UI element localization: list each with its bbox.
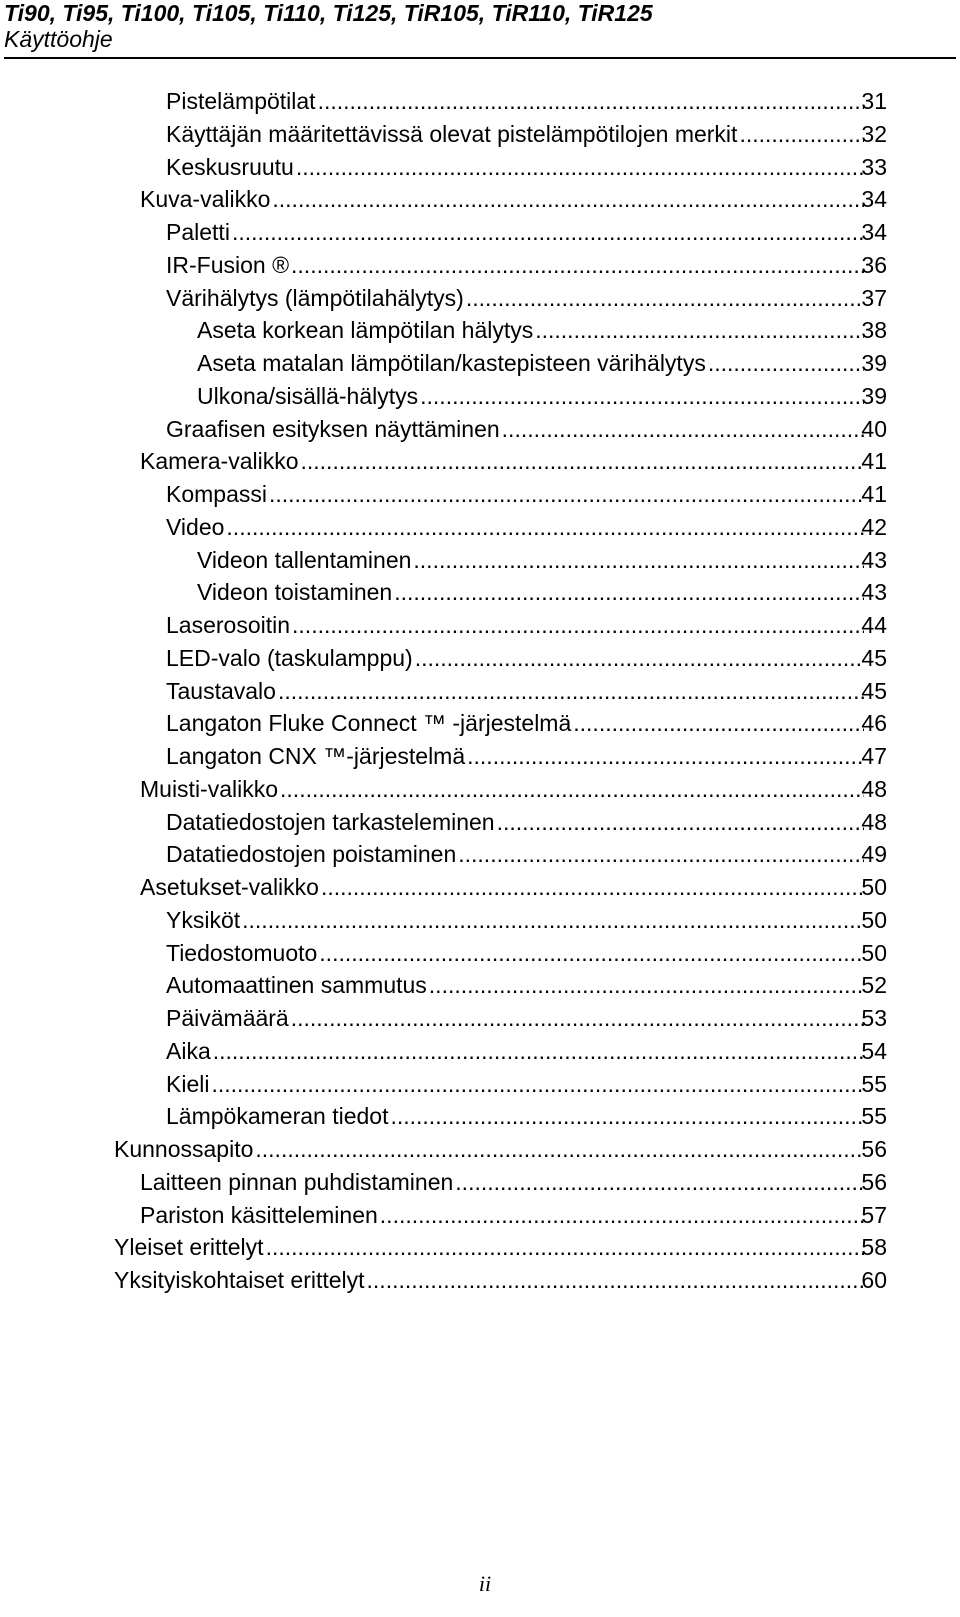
- toc-entry-label-wrap: [166, 971, 864, 999]
- toc-leader-dots: [242, 906, 864, 934]
- toc-entry[interactable]: [0, 1100, 960, 1133]
- toc-entry-page: 53: [861, 1005, 887, 1031]
- toc-entry[interactable]: [0, 347, 960, 380]
- toc-entry[interactable]: [0, 642, 960, 675]
- toc-leader-dots: [318, 87, 864, 115]
- toc-entry-label: Aseta matalan lämpötilan/kastepisteen värihälytys: [197, 350, 706, 376]
- toc-leader-dots: [232, 218, 864, 246]
- toc-entry-label: Automaattinen sammutus: [166, 972, 427, 999]
- toc-entry-label-wrap: [166, 1004, 864, 1032]
- toc-entry[interactable]: [0, 544, 960, 577]
- toc-entry-label: Pariston käsitteleminen: [140, 1201, 378, 1228]
- toc-entry-label: Graafisen esityksen näyttäminen: [166, 415, 500, 442]
- toc-entry-label: Käyttäjän määritettävissä olevat pistelämpötilojen merkit: [166, 120, 738, 147]
- toc-entry-label: Videon toistaminen: [197, 579, 393, 606]
- toc-entry-page: 36: [861, 251, 887, 278]
- toc-entry-label-wrap: [114, 1233, 864, 1261]
- toc-entry[interactable]: [0, 380, 960, 413]
- toc-entry-label-wrap: [114, 1135, 864, 1163]
- toc-leader-dots: [739, 120, 864, 148]
- toc-entry-label: Aika: [166, 1037, 211, 1064]
- toc-leader-dots: [226, 513, 864, 541]
- toc-leader-dots: [420, 382, 864, 410]
- toc-entry[interactable]: [0, 151, 960, 184]
- page-footer: [0, 1571, 960, 1597]
- toc-leader-dots: [278, 677, 864, 705]
- toc-entry-page: 58: [861, 1234, 887, 1261]
- toc-entry-label: Datatiedostojen poistaminen: [166, 841, 457, 868]
- document-title: Ti90, Ti95, Ti100, Ti105, Ti110, Ti125, TiR105, TiR110, TiR125: [4, 0, 653, 26]
- toc-entry[interactable]: [0, 1199, 960, 1232]
- toc-entry-label: Kuva-valikko: [140, 186, 271, 213]
- toc-entry[interactable]: [0, 871, 960, 904]
- toc-leader-dots: [266, 1233, 864, 1261]
- toc-entry-label-wrap: [140, 1201, 864, 1229]
- toc-leader-dots: [292, 611, 864, 639]
- toc-leader-dots: [502, 415, 864, 443]
- toc-entry-page: 38: [861, 317, 887, 344]
- toc-entry-label: Kieli: [166, 1070, 210, 1097]
- toc-entry-label-wrap: [197, 546, 864, 574]
- toc-entry[interactable]: [0, 904, 960, 937]
- toc-entry-label-wrap: [197, 349, 864, 377]
- toc-entry-page: 39: [861, 382, 887, 409]
- toc-entry-page: 31: [861, 88, 887, 114]
- header-divider: [4, 57, 956, 59]
- toc-entry-label: Kunnossapito: [114, 1136, 254, 1162]
- toc-entry-label: Videon tallentaminen: [197, 546, 412, 573]
- toc-entry-label-wrap: [166, 480, 864, 508]
- toc-leader-dots: [380, 1201, 864, 1229]
- toc-entry-label: Pistelämpötilat: [166, 88, 316, 114]
- toc-leader-dots: [291, 1004, 864, 1032]
- toc-leader-dots: [573, 709, 864, 737]
- toc-entry-label-wrap: [166, 644, 864, 672]
- toc-leader-dots: [458, 840, 864, 868]
- toc-entry-label-wrap: [197, 316, 864, 344]
- toc-entry-page: 32: [861, 120, 887, 147]
- toc-entry-label: Keskusruutu: [166, 153, 294, 180]
- toc-entry-label: IR-Fusion ®: [166, 251, 290, 278]
- toc-entry-label-wrap: [166, 906, 864, 934]
- toc-entry-page: 44: [861, 612, 887, 638]
- toc-entry-label-wrap: [166, 677, 864, 705]
- toc-entry[interactable]: [0, 249, 960, 282]
- toc-entry-page: 52: [861, 972, 887, 999]
- toc-entry-label: Tiedostomuoto: [166, 939, 318, 966]
- toc-entry-label-wrap: [166, 513, 864, 541]
- toc-entry[interactable]: [0, 413, 960, 446]
- toc-entry[interactable]: [0, 85, 960, 118]
- toc-entry-label-wrap: [166, 1102, 864, 1130]
- toc-entry-label-wrap: [166, 415, 864, 443]
- toc-leader-dots: [280, 775, 864, 803]
- toc-entry[interactable]: [0, 1002, 960, 1035]
- toc-entry-label-wrap: [166, 1037, 864, 1065]
- toc-leader-dots: [296, 153, 864, 181]
- toc-entry-label: Langaton Fluke Connect ™ -järjestelmä: [166, 710, 572, 737]
- toc-entry-label-wrap: [140, 185, 864, 213]
- toc-entry-page: 57: [861, 1201, 887, 1228]
- toc-entry-page: 33: [861, 153, 887, 180]
- toc-entry-page: 47: [861, 743, 887, 769]
- toc-entry[interactable]: [0, 183, 960, 216]
- toc-entry-page: 45: [861, 677, 887, 704]
- toc-leader-dots: [466, 284, 864, 312]
- toc-entry[interactable]: [0, 838, 960, 871]
- toc-entry-label-wrap: [140, 775, 864, 803]
- toc-entry-label-wrap: [197, 382, 864, 410]
- toc-entry-label-wrap: [140, 873, 864, 901]
- toc-leader-dots: [269, 480, 864, 508]
- toc-entry-label-wrap: [197, 578, 864, 606]
- toc-entry-page: 50: [861, 906, 887, 933]
- toc-entry-label: Muisti-valikko: [140, 775, 279, 802]
- toc-entry-page: 56: [861, 1168, 887, 1195]
- toc-entry-page: 41: [861, 481, 887, 507]
- toc-entry-label: LED-valo (taskulamppu): [166, 644, 413, 671]
- toc-leader-dots: [319, 939, 864, 967]
- toc-leader-dots: [415, 644, 864, 672]
- toc-entry[interactable]: [0, 1231, 960, 1264]
- toc-leader-dots: [301, 447, 865, 475]
- toc-entry-label: Datatiedostojen tarkasteleminen: [166, 808, 495, 835]
- toc-entry[interactable]: [0, 1166, 960, 1199]
- toc-entry-label: Yleiset erittelyt: [114, 1234, 264, 1261]
- toc-entry-label: Lämpökameran tiedot: [166, 1103, 389, 1130]
- toc-leader-dots: [321, 873, 864, 901]
- toc-leader-dots: [390, 1102, 864, 1130]
- toc-entry-label-wrap: [166, 939, 864, 967]
- toc-leader-dots: [255, 1135, 864, 1163]
- toc-entry-page: 48: [861, 808, 887, 835]
- toc-leader-dots: [413, 546, 864, 574]
- toc-entry-label: Laitteen pinnan puhdistaminen: [140, 1168, 454, 1195]
- toc-entry-page: 42: [861, 513, 887, 540]
- toc-entry-label-wrap: [166, 218, 864, 246]
- toc-entry[interactable]: [0, 1068, 960, 1101]
- toc-entry-label: Aseta korkean lämpötilan hälytys: [197, 317, 534, 344]
- toc-entry-page: 56: [861, 1136, 887, 1162]
- table-of-contents: [0, 85, 960, 1297]
- toc-entry[interactable]: [0, 511, 960, 544]
- toc-leader-dots: [213, 1037, 864, 1065]
- toc-entry[interactable]: [0, 969, 960, 1002]
- toc-entry-label: Taustavalo: [166, 677, 276, 704]
- toc-entry-label-wrap: [166, 120, 864, 148]
- toc-entry-label-wrap: [166, 808, 864, 836]
- toc-leader-dots: [429, 971, 864, 999]
- toc-entry-label: Yksiköt: [166, 906, 241, 933]
- page-header: [4, 0, 956, 52]
- toc-entry-page: 49: [861, 841, 887, 868]
- toc-entry[interactable]: [0, 282, 960, 315]
- toc-entry-label: Langaton CNX ™-järjestelmä: [166, 743, 466, 769]
- toc-entry-page: 45: [861, 644, 887, 671]
- document-subtitle: Käyttöohje: [4, 26, 113, 52]
- toc-entry-label: Värihälytys (lämpötilahälytys): [166, 284, 464, 311]
- toc-entry[interactable]: [0, 1133, 960, 1166]
- toc-leader-dots: [211, 1070, 864, 1098]
- toc-entry-page: 50: [861, 939, 887, 966]
- toc-entry-label-wrap: [114, 1266, 864, 1294]
- toc-entry-page: 55: [861, 1103, 887, 1130]
- toc-entry-page: 50: [861, 874, 887, 900]
- toc-entry-label: Paletti: [166, 219, 230, 245]
- toc-entry-label-wrap: [166, 611, 864, 639]
- toc-entry[interactable]: [0, 216, 960, 249]
- toc-entry[interactable]: [0, 118, 960, 151]
- toc-entry-label-wrap: [166, 1070, 864, 1098]
- toc-entry-label-wrap: [166, 742, 864, 770]
- toc-entry-label-wrap: [140, 1168, 864, 1196]
- toc-entry-page: 54: [861, 1037, 887, 1064]
- toc-entry-page: 55: [861, 1070, 887, 1097]
- toc-entry[interactable]: [0, 1264, 960, 1297]
- toc-entry-label: Video: [166, 513, 225, 540]
- toc-entry[interactable]: [0, 445, 960, 478]
- toc-entry-page: 34: [861, 219, 887, 245]
- toc-leader-dots: [708, 349, 864, 377]
- toc-entry[interactable]: [0, 314, 960, 347]
- toc-entry[interactable]: [0, 707, 960, 740]
- toc-entry-page: 43: [861, 579, 887, 606]
- toc-entry-label-wrap: [166, 153, 864, 181]
- toc-entry[interactable]: [0, 806, 960, 839]
- toc-entry-page: 34: [861, 186, 887, 213]
- toc-entry-label: Ulkona/sisällä-hälytys: [197, 382, 419, 409]
- toc-entry-label: Yksityiskohtaiset erittelyt: [114, 1267, 365, 1293]
- toc-entry[interactable]: [0, 937, 960, 970]
- toc-entry-label: Laserosoitin: [166, 612, 291, 638]
- toc-entry-page: 43: [861, 546, 887, 573]
- toc-entry-page: 39: [861, 350, 887, 376]
- toc-entry[interactable]: [0, 740, 960, 773]
- toc-entry-label-wrap: [166, 840, 864, 868]
- toc-leader-dots: [291, 251, 864, 279]
- toc-entry-label: Asetukset-valikko: [140, 874, 319, 900]
- toc-leader-dots: [272, 185, 864, 213]
- toc-entry-page: 40: [861, 415, 887, 442]
- toc-entry-page: 37: [861, 284, 887, 311]
- toc-leader-dots: [497, 808, 864, 836]
- toc-entry-label-wrap: [166, 284, 864, 312]
- toc-entry[interactable]: [0, 576, 960, 609]
- page-number: ii: [478, 1571, 492, 1596]
- toc-entry[interactable]: [0, 609, 960, 642]
- toc-entry-label-wrap: [140, 447, 864, 475]
- toc-entry-label-wrap: [166, 87, 864, 115]
- toc-entry[interactable]: [0, 1035, 960, 1068]
- toc-entry-page: 48: [861, 775, 887, 802]
- toc-leader-dots: [394, 578, 864, 606]
- toc-entry-page: 60: [861, 1267, 887, 1293]
- toc-entry-label: Kompassi: [166, 481, 267, 507]
- toc-entry[interactable]: [0, 478, 960, 511]
- toc-entry-page: 46: [861, 710, 887, 737]
- toc-entry[interactable]: [0, 675, 960, 708]
- toc-entry-label: Päivämäärä: [166, 1005, 289, 1031]
- toc-entry[interactable]: [0, 773, 960, 806]
- toc-leader-dots: [467, 742, 864, 770]
- toc-leader-dots: [367, 1266, 864, 1294]
- toc-entry-label-wrap: [166, 709, 864, 737]
- toc-leader-dots: [455, 1168, 864, 1196]
- toc-entry-label: Kamera-valikko: [140, 448, 299, 475]
- toc-entry-label-wrap: [166, 251, 864, 279]
- toc-leader-dots: [535, 316, 864, 344]
- toc-entry-page: 41: [861, 448, 887, 475]
